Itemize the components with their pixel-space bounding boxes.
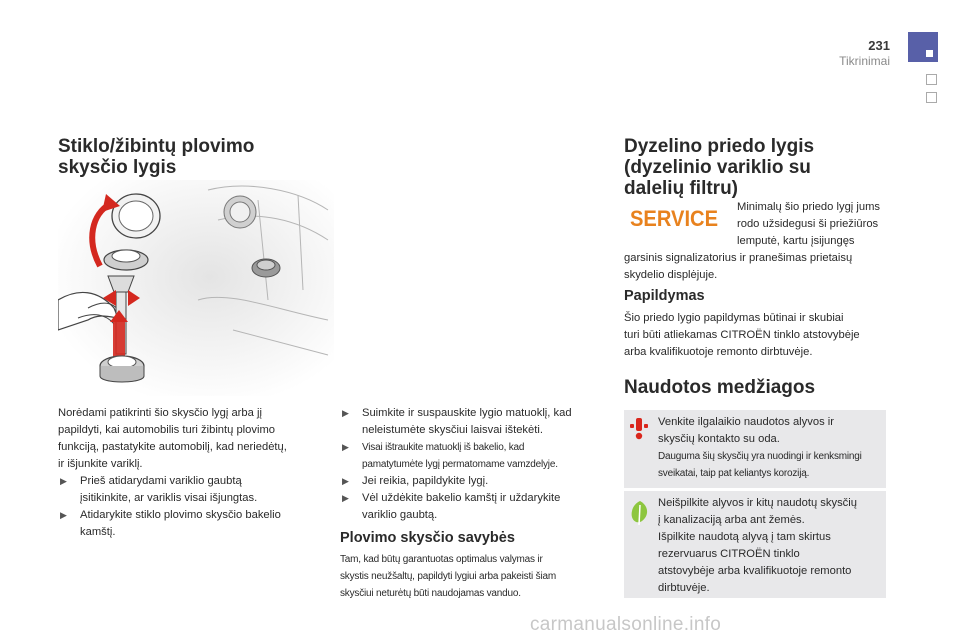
left-title-line: skysčio lygis	[58, 157, 177, 178]
list-item-line: pamatytumėte lygį permatomame vamzdelyje.	[362, 459, 558, 470]
environment-line: rezervuarus CITROËN tinklo	[658, 548, 800, 560]
bullet-icon: ▶	[60, 476, 67, 486]
list-item-line: Vėl uždėkite bakelio kamštį ir uždarykite	[362, 492, 561, 504]
chapter-tab	[908, 32, 938, 62]
environment-line: dirbtuvėje.	[658, 582, 710, 594]
chapter-box	[926, 92, 937, 103]
intro-line: funkciją, pastatykite automobilį, kad neriedėtų,	[58, 441, 287, 453]
intro-line: Norėdami patikrinti šio skysčio lygį arba jį	[58, 407, 262, 419]
text-line: Šio priedo lygio papildymas būtinai ir skubiai	[624, 312, 844, 324]
list-item-line: Visai ištraukite matuoklį iš bakelio, kad	[362, 442, 525, 453]
text-line: arba kvalifikuotoje remonto dirbtuvėje.	[624, 346, 813, 358]
bullet-icon: ▶	[342, 493, 349, 503]
intro-line: ir išjunkite variklį.	[58, 458, 143, 470]
tab-marker	[926, 50, 933, 57]
environment-line: atstovybėje arba kvalifikuotoje remonto	[658, 565, 852, 577]
list-item-line: įsitikinkite, ar variklis visai išjungtas.	[80, 492, 258, 504]
list-item-line: Jei reikia, papildykite lygį.	[362, 475, 489, 487]
right-title-line: Dyzelino priedo lygis	[624, 136, 815, 157]
list-item-line: neleistumėte skysčiui laisvai ištekėti.	[362, 424, 543, 436]
warning-icon	[630, 418, 648, 440]
text-line: garsinis signalizatorius ir pranešimas prietaisų	[624, 252, 853, 264]
left-body	[58, 405, 328, 541]
text-line: skydelio displėjuje.	[624, 269, 718, 281]
washer-reservoir-illustration	[58, 180, 334, 396]
warning-line: sveikatai, taip pat keliantys koroziją.	[658, 468, 810, 479]
bullet-icon: ▶	[342, 408, 349, 418]
service-label: SERVICE	[630, 206, 718, 231]
text-line: turi būti atliekamas CITROËN tinklo atstovybėje	[624, 329, 860, 341]
text-line: skysčiui neturėtų būti naudojamas vanduo.	[340, 588, 521, 599]
right-title-line: dalelių filtru)	[624, 178, 738, 199]
chapter-box	[926, 74, 937, 85]
additive-intro-indented	[737, 199, 897, 250]
left-title	[58, 136, 328, 178]
leaf-icon	[630, 501, 650, 525]
fluid-properties-heading: Plovimo skysčio savybės	[340, 530, 515, 546]
service-warning-light-icon	[626, 204, 722, 232]
list-item	[58, 507, 328, 541]
environment-line: į kanalizaciją arba ant žemės.	[658, 514, 805, 526]
environment-line: Neišpilkite alyvos ir kitų naudotų skysčių	[658, 497, 857, 509]
additive-intro-full	[624, 250, 894, 284]
warning-line: skysčių kontakto su oda.	[658, 433, 780, 445]
text-line: Minimalų šio priedo lygį jums	[737, 201, 881, 213]
list-item-line: Atidarykite stiklo plovimo skysčio bakelio	[80, 509, 281, 521]
right-title-line: (dyzelinio variklio su	[624, 157, 811, 178]
list-item-line: Prieš atidarydami variklio gaubtą	[80, 475, 242, 487]
text-line: skystis neužšaltų, papildyti lygiui arba pakeisti šiam	[340, 571, 556, 582]
text-line: Tam, kad būtų garantuotas optimalus valymas ir	[340, 554, 543, 565]
list-item	[340, 473, 610, 490]
list-item	[340, 439, 610, 473]
environment-box	[624, 491, 886, 598]
refill-heading: Papildymas	[624, 288, 705, 304]
warning-line: Venkite ilgalaikio naudotos alyvos ir	[658, 416, 834, 428]
list-item-line: Suimkite ir suspauskite lygio matuoklį, kad	[362, 407, 572, 419]
list-item	[340, 490, 610, 524]
warning-line: Dauguma šių skysčių yra nuodingi ir kenksmingi	[658, 451, 862, 462]
right-title	[624, 136, 894, 199]
warning-box	[624, 410, 886, 488]
list-item-line: variklio gaubtą.	[362, 509, 438, 521]
middle-list	[340, 405, 610, 524]
bullet-icon: ▶	[342, 442, 349, 452]
used-materials-heading: Naudotos medžiagos	[624, 377, 816, 398]
list-item-line: kamštį.	[80, 526, 116, 538]
bullet-icon: ▶	[60, 510, 67, 520]
intro-line: papildyti, kai automobilis turi žibintų plovimo	[58, 424, 276, 436]
refill-text	[624, 310, 894, 361]
fluid-properties-text	[340, 551, 610, 602]
text-line: lemputė, kartu įsijungęs	[737, 235, 855, 247]
environment-line: Išpilkite naudotą alyvą į tam skirtus	[658, 531, 831, 543]
list-item	[340, 405, 610, 439]
watermark: carmanualsonline.info	[530, 614, 722, 635]
list-item	[58, 473, 328, 507]
section-label: Tikrinimai	[839, 54, 890, 68]
text-line: rodo užsidegusi ši priežiūros	[737, 218, 879, 230]
left-title-line: Stiklo/žibintų plovimo	[58, 136, 255, 157]
page-number: 231	[868, 38, 890, 53]
bullet-icon: ▶	[342, 476, 349, 486]
